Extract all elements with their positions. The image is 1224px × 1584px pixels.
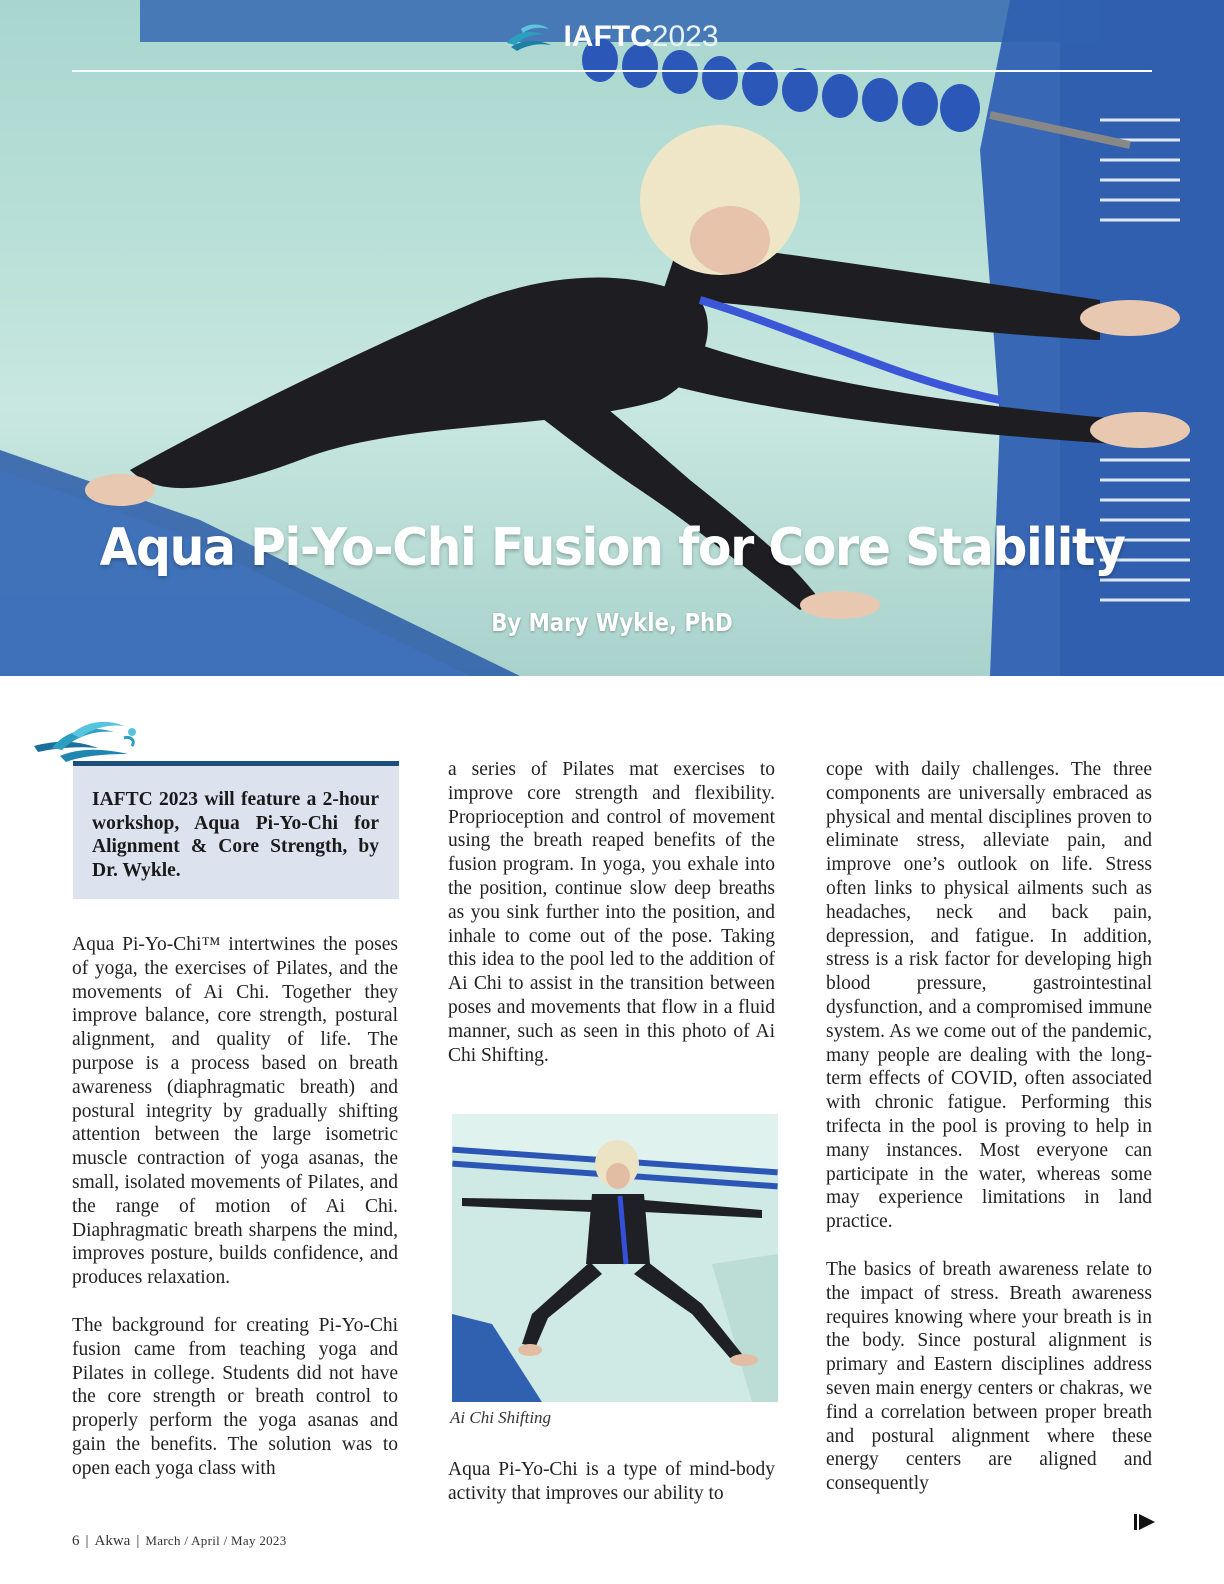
article-byline: By Mary Wykle, PhD <box>491 608 733 637</box>
article-title: Aqua Pi-Yo-Chi Fusion for Core Stability <box>99 518 1125 578</box>
issue-date: March / April / May 2023 <box>145 1533 287 1548</box>
wave-logo-icon <box>505 21 557 55</box>
magazine-name: Akwa <box>94 1533 131 1549</box>
paragraph: Aqua Pi-Yo-Chi is a type of mind-body activity that improves our ability to <box>448 1459 775 1504</box>
wave-logo-icon <box>32 718 142 766</box>
page-number: 6 <box>72 1533 80 1549</box>
next-page-arrow-icon[interactable] <box>1134 1512 1156 1532</box>
hero-banner <box>0 0 1224 676</box>
pool-photo <box>452 1114 778 1402</box>
brand-name: IAFTC <box>563 20 652 53</box>
paragraph: The background for creating Pi-Yo-Chi fusion came from teaching yoga and Pilates in college. Students did not have the core strength or breath control to properly perform the yoga asanas and gain the benefits. The solution was to open each yoga class with <box>72 1314 398 1479</box>
page-footer: 6 | Akwa | March / April / May 2023 <box>72 1533 287 1549</box>
column-2-continued <box>448 1458 775 1530</box>
column-1 <box>72 933 398 1505</box>
paragraph: a series of Pilates mat exercises to improve core strength and flexibility. Proprioception and control of movement using the breath reaped benefits of the fusion program. In yoga, you exhale into the position, continue slow deep breaths as you sink further into the position, and inhale to come out of the pose. Taking this idea to the pool led to the addition of Ai Chi to assist in the transition between poses and movements that flow in a fluid manner, such as seen in this photo of Ai Chi Shifting. <box>448 759 775 1066</box>
paragraph: cope with daily challenges. The three components are universally embraced as physical and mental disciplines proven to eliminate stress, alleviate pain, and improve one’s outlook on life. Stress often links to physical ailments such as headaches, neck and back pain, depression, and fatigue. In addition, stress is a risk factor for developing high blood pressure, gastrointestinal dysfunction, and a compromised immune system. As we come out of the pandemic, many people are dealing with the long-term effects of COVID, often associated with chronic fatigue. Performing this trifecta in the pool is proving to help in many instances. Most everyone can participate in the water, whereas some may experience limitations in land practice. <box>826 759 1152 1233</box>
column-2 <box>448 758 775 1091</box>
workshop-callout: IAFTC 2023 will feature a 2-hour workshop, Aqua Pi-Yo-Chi for Alignment & Core Strength, by Dr. Wykle. <box>73 761 399 899</box>
paragraph: The basics of breath awareness relate to the impact of stress. Breath awareness requires knowing where your breath is in the body. Since postural alignment is primary and Eastern disciplines address seven main energy centers or chakras, we find a correlation between proper breath and postural alignment where these energy centers are aligned and consequently <box>826 1258 1152 1495</box>
photo-caption: Ai Chi Shifting <box>450 1408 552 1427</box>
ai-chi-shifting-photo <box>452 1114 778 1402</box>
header-divider <box>72 70 1152 72</box>
brand-year: 2023 <box>651 20 719 53</box>
paragraph: Aqua Pi-Yo-Chi™ intertwines the poses of yoga, the exercises of Pilates, and the movements of Ai Chi. Together they improve balance, core strength, postural alignment, and quality of life. The purpose is a process based on breath awareness (diaphragmatic breath) and postural integrity by gradually shifting attention between the large isometric muscle contraction of yoga asanas, the small, isolated movements of Pilates, and the range of motion of Ai Chi. Diaphragmatic breath sharpens the mind, improves posture, builds confidence, and produces relaxation. <box>72 934 398 1289</box>
brand-header <box>0 20 1224 55</box>
column-3 <box>826 758 1152 1520</box>
